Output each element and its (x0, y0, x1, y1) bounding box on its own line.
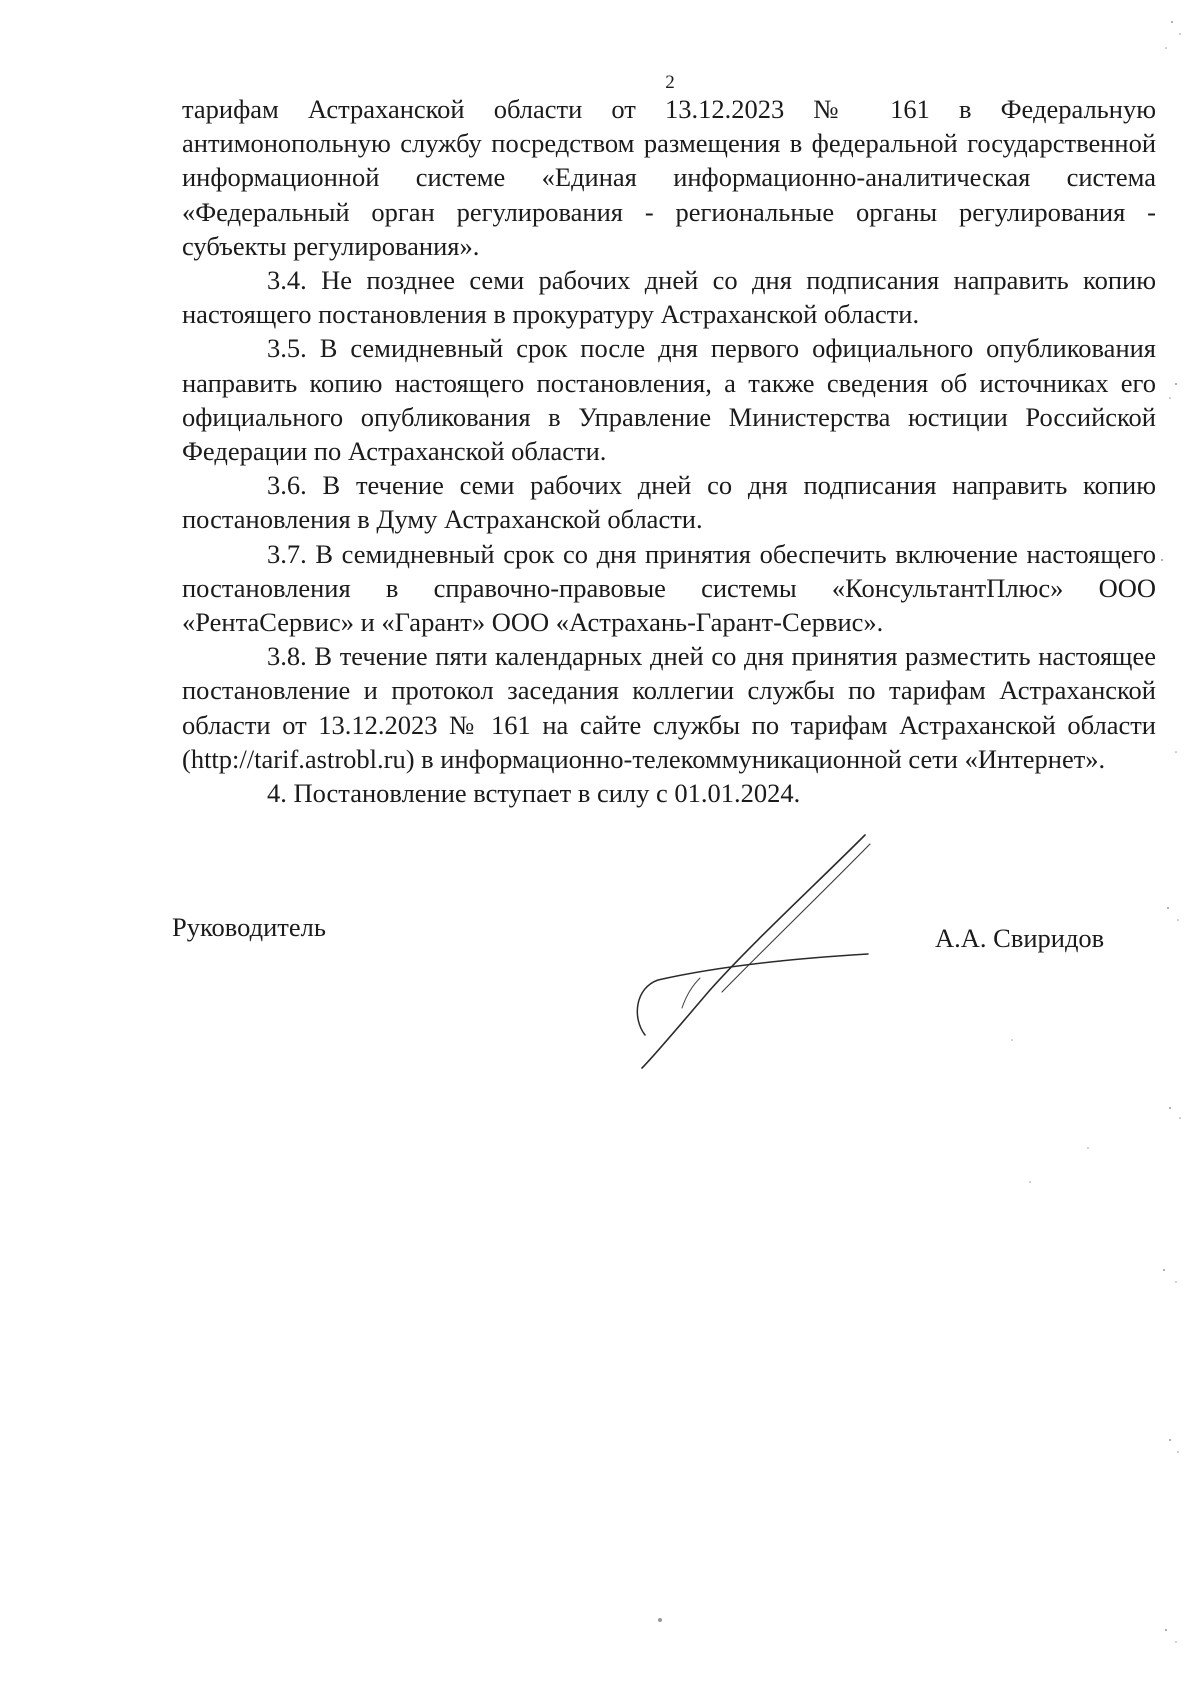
paragraph-3-5: 3.5. В семидневный срок после дня первого официального опубликования направить копию настоящего постановления, а также сведения об источниках его официального опубликования в Управление Министерства юстиции Российской Федерации по Астраханской области. (182, 333, 1156, 467)
signatory-name: А.А. Свиридов (935, 923, 1105, 953)
page-number: 2 (665, 72, 675, 93)
paragraph-3-4: 3.4. Не позднее семи рабочих дней со дня подписания направить копию настоящего постановления в прокуратуру Астраханской области. (182, 265, 1156, 330)
paragraph-3-8: 3.8. В течение пяти календарных дней со дня принятия разместить настоящее постановление и протокол заседания коллегии службы по тарифам Астраханской области от 13.12.2023 № 161 на сайте службы по тарифам Астраханской области (http://tarif.astrobl.ru) в информационно-телекоммуникационной сети «Интернет». (182, 641, 1156, 774)
paragraph-continuation: тарифам Астраханской области от 13.12.2023 № 161 в Федеральную антимонопольную службу посредством размещения в федеральной государственной информационной системе «Единая информационно-аналитическая система «Федеральный орган регулирования - региональные органы регулирования - субъекты регулирования». (182, 94, 1156, 261)
paragraph-3-7: 3.7. В семидневный срок со дня принятия обеспечить включение настоящего постановления в справочно-правовые системы «КонсультантПлюс» ООО «РентаСервис» и «Гарант» ООО «Астрахань-Гарант-Сервис». (182, 538, 1156, 638)
paragraph-3-6: 3.6. В течение семи рабочих дней со дня подписания направить копию постановления в Думу Астраханской области. (182, 470, 1156, 535)
signatory-role: Руководитель (172, 912, 326, 942)
paragraph-4: 4. Постановление вступает в силу с 01.01.2024. (267, 778, 801, 809)
